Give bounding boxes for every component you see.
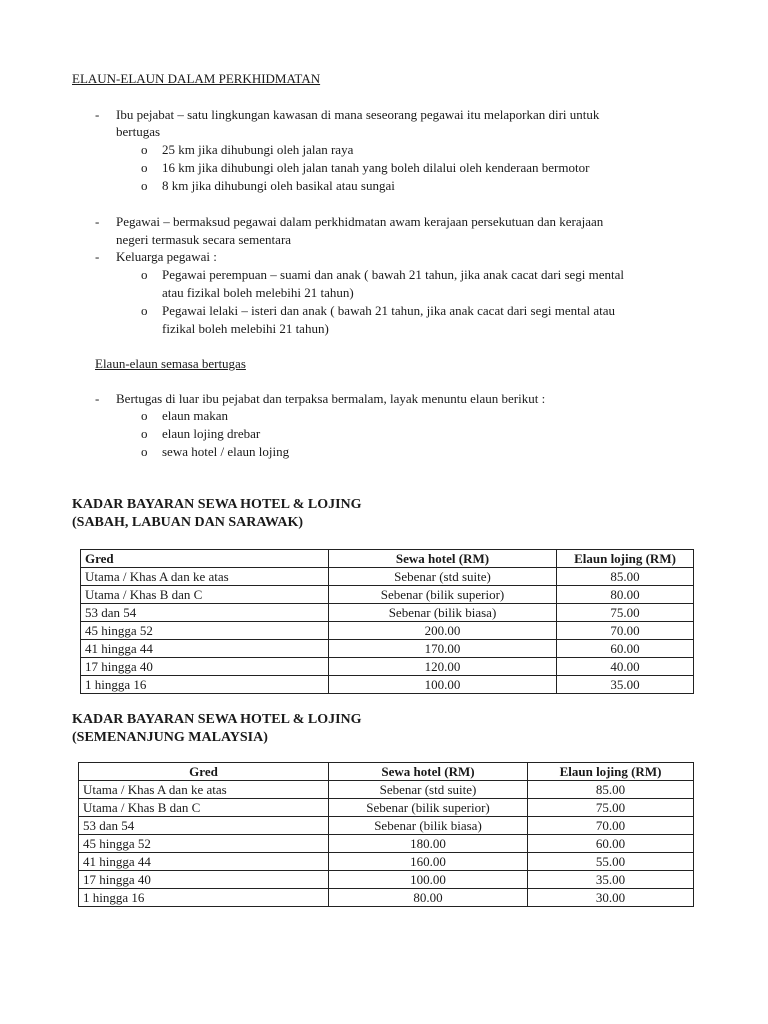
table1-heading: KADAR BAYARAN SEWA HOTEL & LOJING [72,497,362,512]
ibu-pejabat-item: 25 km jika dihubungi oleh jalan raya [162,142,354,157]
cell-gred: 45 hingga 52 [79,835,329,853]
cell-gred: 1 hingga 16 [79,889,329,907]
keluarga-label: Keluarga pegawai : [116,249,217,264]
keluarga-item-line1: Pegawai lelaki – isteri dan anak ( bawah 21 tahun, jika anak cacat dari segi mental atau [162,303,616,318]
table-header-row [79,763,694,781]
cell-sewa-hotel: Sebenar (bilik superior) [329,799,528,817]
cell-elaun-lojing: 80.00 [557,586,694,604]
dash-bullet: - [95,391,100,406]
cell-elaun-lojing: 60.00 [528,835,694,853]
cell-sewa-hotel: Sebenar (std suite) [329,781,528,799]
cell-sewa-hotel: 160.00 [329,853,528,871]
circle-bullet-icon: o [141,160,148,175]
col-header-gred: Gred [79,763,329,781]
col-header-sewa-hotel: Sewa hotel (RM) [329,763,528,781]
table-row [81,586,694,604]
col-header-elaun-lojing: Elaun lojing (RM) [528,763,694,781]
cell-gred: Utama / Khas A dan ke atas [81,568,329,586]
cell-gred: 1 hingga 16 [81,676,329,694]
rates-table-sabah [80,549,694,694]
cell-elaun-lojing: 40.00 [557,658,694,676]
cell-sewa-hotel: 170.00 [329,640,557,658]
cell-elaun-lojing: 70.00 [528,817,694,835]
circle-bullet-icon: o [141,178,148,193]
cell-sewa-hotel: 180.00 [329,835,528,853]
cell-elaun-lojing: 70.00 [557,622,694,640]
cell-elaun-lojing: 60.00 [557,640,694,658]
cell-elaun-lojing: 30.00 [528,889,694,907]
cell-elaun-lojing: 75.00 [528,799,694,817]
cell-gred: 45 hingga 52 [81,622,329,640]
cell-elaun-lojing: 85.00 [528,781,694,799]
keluarga-item-line1: Pegawai perempuan – suami dan anak ( bawah 21 tahun, jika anak cacat dari segi mental [162,267,625,282]
table-row [81,676,694,694]
cell-elaun-lojing: 85.00 [557,568,694,586]
cell-gred: 41 hingga 44 [79,853,329,871]
table-row [79,853,694,871]
table-row [79,889,694,907]
cell-gred: 53 dan 54 [79,817,329,835]
table-row [81,604,694,622]
dash-bullet: - [95,107,100,122]
cell-gred: 41 hingga 44 [81,640,329,658]
cell-sewa-hotel: 100.00 [329,676,557,694]
bertugas-item: elaun makan [162,408,229,423]
table-row [81,658,694,676]
circle-bullet-icon: o [141,444,148,459]
bertugas-item: elaun lojing drebar [162,426,261,441]
pegawai-line2: negeri termasuk secara sementara [116,232,292,247]
ibu-pejabat-item: 16 km jika dihubungi oleh jalan tanah yang boleh dilalui oleh kenderaan bermotor [162,160,590,175]
col-header-gred: Gred [81,550,329,568]
cell-elaun-lojing: 35.00 [557,676,694,694]
col-header-sewa-hotel: Sewa hotel (RM) [329,550,557,568]
cell-sewa-hotel: Sebenar (bilik biasa) [329,817,528,835]
table-row [79,871,694,889]
table-row [79,781,694,799]
cell-elaun-lojing: 35.00 [528,871,694,889]
table-row [81,640,694,658]
dash-bullet: - [95,214,100,229]
pegawai-line1: Pegawai – bermaksud pegawai dalam perkhidmatan awam kerajaan persekutuan dan kerajaan [116,214,604,229]
circle-bullet-icon: o [141,267,148,282]
cell-gred: 53 dan 54 [81,604,329,622]
bertugas-line: Bertugas di luar ibu pejabat dan terpaksa bermalam, layak menuntu elaun berikut : [116,391,546,406]
circle-bullet-icon: o [141,408,148,423]
rates-table-semenanjung [78,762,694,907]
cell-gred: Utama / Khas B dan C [81,586,329,604]
cell-elaun-lojing: 55.00 [528,853,694,871]
cell-sewa-hotel: 200.00 [329,622,557,640]
circle-bullet-icon: o [141,142,148,157]
table-row [81,568,694,586]
cell-gred: Utama / Khas A dan ke atas [79,781,329,799]
keluarga-item-line2: fizikal boleh melebihi 21 tahun) [162,321,329,336]
table-header-row [81,550,694,568]
bertugas-item: sewa hotel / elaun lojing [162,444,290,459]
table2-subheading: (SEMENANJUNG MALAYSIA) [72,730,268,745]
table2-heading: KADAR BAYARAN SEWA HOTEL & LOJING [72,712,362,727]
elaun-subheading: Elaun-elaun semasa bertugas [95,356,246,371]
cell-sewa-hotel: Sebenar (std suite) [329,568,557,586]
keluarga-item-line2: atau fizikal boleh melebihi 21 tahun) [162,285,354,300]
circle-bullet-icon: o [141,303,148,318]
page-title: ELAUN-ELAUN DALAM PERKHIDMATAN [72,71,321,86]
cell-sewa-hotel: Sebenar (bilik biasa) [329,604,557,622]
cell-gred: 17 hingga 40 [81,658,329,676]
ibu-pejabat-line2: bertugas [116,124,161,139]
ibu-pejabat-item: 8 km jika dihubungi oleh basikal atau sungai [162,178,395,193]
table1-subheading: (SABAH, LABUAN DAN SARAWAK) [72,515,304,530]
cell-sewa-hotel: 80.00 [329,889,528,907]
table-row [79,817,694,835]
ibu-pejabat-line1: Ibu pejabat – satu lingkungan kawasan di mana seseorang pegawai itu melaporkan diri untuk [116,107,600,122]
cell-sewa-hotel: 120.00 [329,658,557,676]
cell-elaun-lojing: 75.00 [557,604,694,622]
dash-bullet: - [95,249,100,264]
cell-gred: 17 hingga 40 [79,871,329,889]
table-row [81,622,694,640]
circle-bullet-icon: o [141,426,148,441]
table-row [79,835,694,853]
cell-sewa-hotel: 100.00 [329,871,528,889]
cell-sewa-hotel: Sebenar (bilik superior) [329,586,557,604]
table-row [79,799,694,817]
cell-gred: Utama / Khas B dan C [79,799,329,817]
col-header-elaun-lojing: Elaun lojing (RM) [557,550,694,568]
